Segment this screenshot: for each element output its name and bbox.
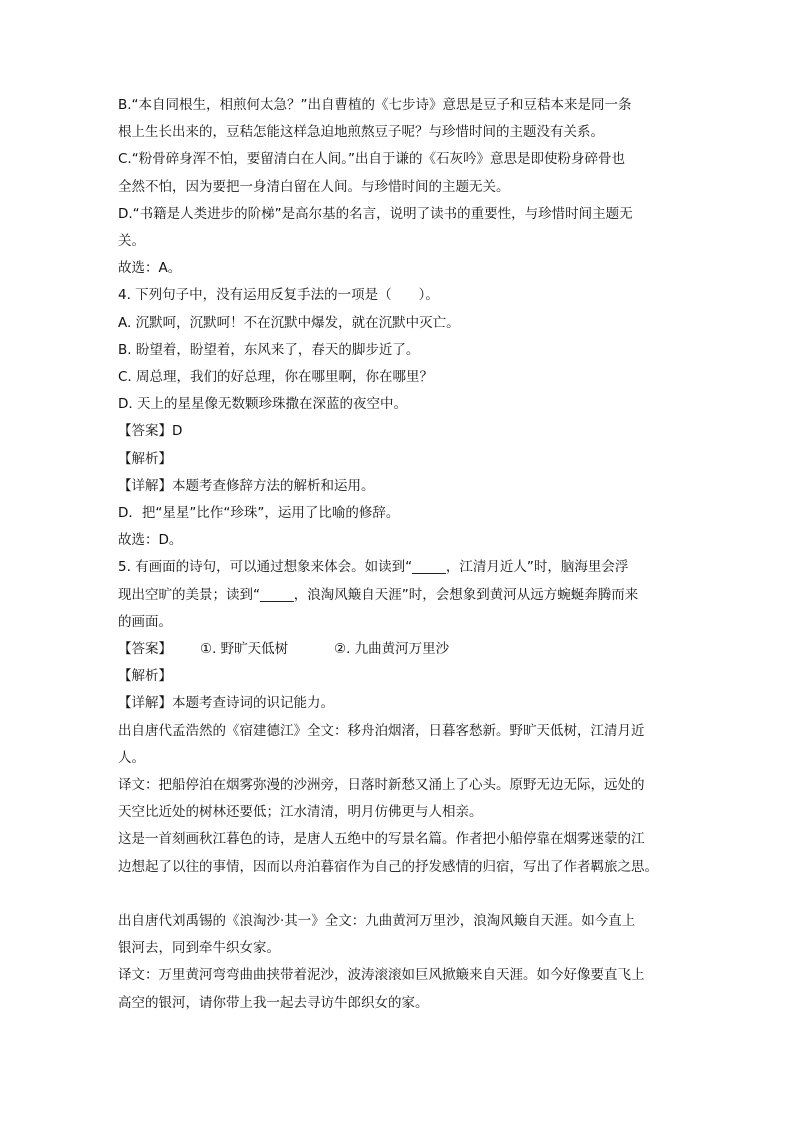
- text-line: 根上生长出来的，豆秸怎能这样急迫地煎熬豆子呢？与珍惜时间的主题没有关系。: [118, 124, 604, 141]
- text-line: B.“本自同根生，相煎何太急？”出自曹植的《七步诗》意思是豆子和豆秸本来是同一条: [118, 97, 632, 113]
- answer-row: [118, 636, 680, 663]
- text-line: 故选：D。: [118, 532, 183, 549]
- document-page: [118, 92, 680, 1017]
- option-c: C. 周总理，我们的好总理，你在哪里啊，你在哪里？: [118, 369, 434, 386]
- text-line: 边想起了以往的事情，因而以舟泊暮宿作为自己的抒发感情的归宿，写出了作者羁旅之思。: [118, 858, 658, 875]
- option-a: A. 沉默呵，沉默呵！不在沉默中爆发，就在沉默中灭亡。: [118, 314, 460, 331]
- text-line: D．把“星星”比作“珍珠”，运用了比喻的修辞。: [118, 505, 400, 522]
- answer-label: 【答案】: [118, 641, 172, 658]
- text-line: 【详解】本题考查诗词的识记能力。: [118, 695, 334, 712]
- text-line: 译文：把船停泊在烟雾弥漫的沙洲旁，日落时新愁又涌上了心头。原野无边无际，远处的: [118, 777, 645, 794]
- analysis-heading: 【解析】: [118, 668, 172, 685]
- answer-item-2: ②. 九曲黄河万里沙: [334, 641, 450, 658]
- question-4: 4. 下列句子中，没有运用反复手法的一项是（ ）。: [118, 287, 439, 304]
- text-line: 出自唐代刘禹锡的《浪淘沙·其一》全文：九曲黄河万里沙，浪淘风簸自天涯。如今直上: [118, 912, 636, 929]
- text-line: 这是一首刻画秋江暮色的诗，是唐人五绝中的写景名篇。作者把小船停靠在烟雾迷蒙的江: [118, 831, 645, 848]
- text-line: 高空的银河，请你带上我一起去寻访牛郎织女的家。: [118, 994, 429, 1011]
- text-line: 的画面。: [118, 613, 172, 630]
- text-line: 【详解】本题考查修辞方法的解析和运用。: [118, 477, 375, 494]
- question-5: 5. 有画面的诗句，可以通过想象来体会。如读到“_____，江清月近人”时，脑海里会浮: [118, 559, 629, 576]
- text-line: C.“粉骨碎身浑不怕，要留清白在人间。”出自于谦的《石灰吟》意思是即使粉身碎骨也: [118, 151, 625, 168]
- text-line: 人。: [118, 749, 145, 766]
- text-line: 出自唐代孟浩然的《宿建德江》全文：移舟泊烟渚，日暮客愁新。野旷天低树，江清月近: [118, 722, 645, 739]
- text-line: 全然不怕，因为要把一身清白留在人间。与珍惜时间的主题无关。: [118, 178, 510, 195]
- option-d: D. 天上的星星像无数颗珍珠撒在深蓝的夜空中。: [118, 396, 407, 413]
- option-b: B. 盼望着，盼望着，东风来了，春天的脚步近了。: [118, 341, 420, 358]
- text-line: 现出空旷的美景；读到“_____，浪淘风簸自天涯”时，会想象到黄河从远方蜿蜒奔腾而来: [118, 586, 639, 603]
- text-line: 银河去，同到牵牛织女家。: [118, 940, 280, 957]
- text-line: 故选：A。: [118, 260, 182, 277]
- text-line: 译文：万里黄河弯弯曲曲挟带着泥沙，波涛滚滚如巨风掀簸来自天涯。如今好像要直飞上: [118, 967, 645, 984]
- blank-line: [118, 881, 680, 908]
- answer-line: 【答案】D: [118, 423, 183, 440]
- text-line: 关。: [118, 233, 145, 250]
- answer-item-1: ①. 野旷天低树: [200, 641, 289, 658]
- text-line: 天空比近处的树林还要低；江水清清，明月仿佛更与人相亲。: [118, 804, 483, 821]
- analysis-heading: 【解析】: [118, 450, 172, 467]
- text-line: D.“书籍是人类进步的阶梯”是高尔基的名言，说明了读书的重要性，与珍惜时间主题无: [118, 205, 633, 222]
